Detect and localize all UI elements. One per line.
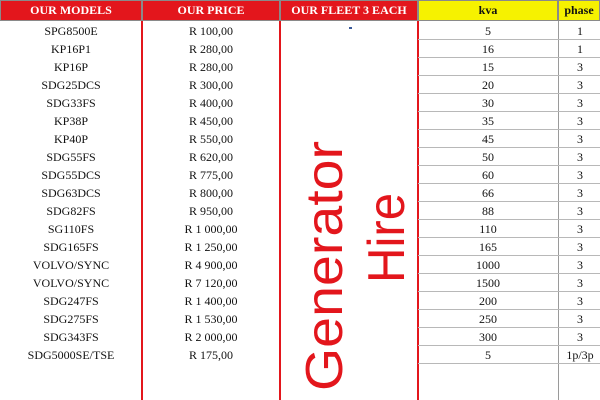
price-cell[interactable]: R 800,00 <box>188 186 233 200</box>
kva-cell[interactable]: 88 <box>482 204 494 218</box>
phase-cell[interactable]: 1 <box>577 42 583 56</box>
price-cell[interactable]: R 1 000,00 <box>184 222 238 236</box>
price-cell[interactable]: R 100,00 <box>188 24 233 38</box>
price-cell[interactable]: R 300,00 <box>188 78 233 92</box>
price-cell[interactable]: R 280,00 <box>188 42 233 56</box>
model-cell[interactable]: SDG275FS <box>43 312 99 326</box>
kva-cell[interactable]: 165 <box>479 240 497 254</box>
kva-cell[interactable]: 110 <box>479 222 497 236</box>
kva-cell[interactable]: 60 <box>482 168 494 182</box>
generator-hire-banner <box>280 21 418 400</box>
header-models[interactable]: OUR MODELS <box>0 0 142 21</box>
kva-cell[interactable]: 300 <box>479 330 497 344</box>
price-cell[interactable]: R 175,00 <box>188 348 233 362</box>
kva-cell[interactable]: 5 <box>485 348 491 362</box>
model-cell[interactable]: SDG247FS <box>43 294 99 308</box>
header-fleet[interactable]: OUR FLEET 3 EACH <box>280 0 418 21</box>
phase-cell[interactable]: 3 <box>577 294 583 308</box>
price-cell[interactable]: R 450,00 <box>188 114 233 128</box>
phase-cell[interactable]: 3 <box>577 168 583 182</box>
phase-cell[interactable]: 1p/3p <box>566 348 594 362</box>
model-cell[interactable]: SDG55DCS <box>41 168 101 182</box>
kva-cell[interactable]: 50 <box>482 150 494 164</box>
model-cell[interactable]: SDG33FS <box>46 96 96 110</box>
kva-cell[interactable]: 35 <box>482 114 494 128</box>
model-cell[interactable]: SPG8500E <box>44 24 98 38</box>
model-cell[interactable]: KP40P <box>53 132 88 146</box>
price-cell[interactable]: R 550,00 <box>188 132 233 146</box>
phase-cell[interactable]: 3 <box>577 258 583 272</box>
phase-cell[interactable]: 3 <box>577 312 583 326</box>
model-cell[interactable]: SDG165FS <box>43 240 99 254</box>
kva-cell[interactable]: 200 <box>479 294 497 308</box>
banner-line-generator: Generator <box>296 156 354 391</box>
price-cell[interactable]: R 7 120,00 <box>184 276 238 290</box>
kva-cell[interactable]: 30 <box>482 96 494 110</box>
price-cell[interactable]: R 2 000,00 <box>184 330 238 344</box>
phase-cell[interactable]: 3 <box>577 114 583 128</box>
model-cell[interactable]: KP16P1 <box>50 42 91 56</box>
phase-cell[interactable]: 3 <box>577 60 583 74</box>
kva-cell[interactable]: 1500 <box>476 276 500 290</box>
phase-cell[interactable]: 3 <box>577 330 583 344</box>
kva-cell[interactable]: 1000 <box>476 258 500 272</box>
price-cell[interactable]: R 775,00 <box>188 168 233 182</box>
price-cell[interactable]: R 1 400,00 <box>184 294 238 308</box>
banner-line-hire: Hire <box>358 187 416 283</box>
model-cell[interactable]: KP38P <box>53 114 88 128</box>
price-cell[interactable]: R 1 530,00 <box>184 312 238 326</box>
price-cell[interactable]: R 950,00 <box>188 204 233 218</box>
phase-cell[interactable]: 3 <box>577 96 583 110</box>
model-cell[interactable]: SDG63DCS <box>41 186 101 200</box>
price-cell[interactable]: R 400,00 <box>188 96 233 110</box>
model-cell[interactable]: SDG25DCS <box>41 78 101 92</box>
row-divider <box>418 363 600 364</box>
model-cell[interactable]: SG110FS <box>47 222 95 236</box>
model-cell[interactable]: SDG55FS <box>46 150 96 164</box>
model-cell[interactable]: VOLVO/SYNC <box>32 258 110 272</box>
kva-cell[interactable]: 250 <box>479 312 497 326</box>
kva-cell[interactable]: 15 <box>482 60 494 74</box>
header-phase[interactable]: phase <box>558 0 600 21</box>
phase-cell[interactable]: 3 <box>577 204 583 218</box>
phase-cell[interactable]: 3 <box>577 150 583 164</box>
phase-cell[interactable]: 1 <box>577 24 583 38</box>
header-kva[interactable]: kva <box>418 0 558 21</box>
phase-cell[interactable]: 3 <box>577 276 583 290</box>
kva-cell[interactable]: 66 <box>482 186 494 200</box>
kva-cell[interactable]: 45 <box>482 132 494 146</box>
phase-cell[interactable]: 3 <box>577 222 583 236</box>
model-cell[interactable]: SDG343FS <box>43 330 99 344</box>
phase-cell[interactable]: 3 <box>577 186 583 200</box>
header-price[interactable]: OUR PRICE <box>142 0 280 21</box>
price-cell[interactable]: R 620,00 <box>188 150 233 164</box>
model-cell[interactable]: SDG5000SE/TSE <box>27 348 115 362</box>
phase-cell[interactable]: 3 <box>577 240 583 254</box>
price-cell[interactable]: R 1 250,00 <box>184 240 238 254</box>
model-cell[interactable]: VOLVO/SYNC <box>32 276 110 290</box>
price-cell[interactable]: R 4 900,00 <box>184 258 238 272</box>
model-cell[interactable]: KP16P <box>53 60 88 74</box>
phase-cell[interactable]: 3 <box>577 78 583 92</box>
kva-cell[interactable]: 5 <box>485 24 491 38</box>
kva-cell[interactable]: 20 <box>482 78 494 92</box>
model-cell[interactable]: SDG82FS <box>46 204 96 218</box>
phase-cell[interactable]: 3 <box>577 132 583 146</box>
kva-cell[interactable]: 16 <box>482 42 494 56</box>
price-cell[interactable]: R 280,00 <box>188 60 233 74</box>
banner-graphic <box>280 21 418 400</box>
